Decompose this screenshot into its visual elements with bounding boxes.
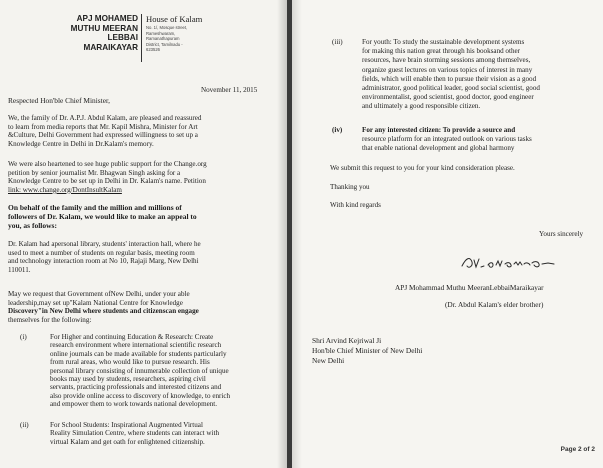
page-number: Page 2 of 2 bbox=[560, 446, 595, 453]
text-line: servants, practicing professionals and interested citizens and bbox=[50, 383, 222, 392]
text-line: followers of Dr. Kalam, we would like to make an appeal to bbox=[8, 212, 197, 221]
text-line: 110011. bbox=[8, 265, 31, 274]
text-line: On behalf of the family and the million and millions of bbox=[8, 203, 182, 212]
letterhead-address: No. 1/, Mosque street, Rameshwaram, Ramanathapuram District, Tamilnadu - 623526 bbox=[146, 25, 188, 53]
text-line: environmentalist, good scientist, good doctor, good engineer bbox=[362, 93, 534, 102]
letterhead-name-line: MUTHU MEERAN bbox=[70, 23, 138, 33]
letter-date: November 11, 2015 bbox=[201, 86, 258, 94]
list-marker: (ii) bbox=[20, 421, 29, 429]
yours-sincerely: Yours sincerely bbox=[539, 230, 584, 238]
text-line: that enable national development and global harmony bbox=[362, 144, 515, 153]
text-line: virtual Kalam and get oath for enlightened citizenship. bbox=[50, 437, 205, 446]
text-line: to learn from media reports that Mr. Kapil Mishra, Minister for Art bbox=[8, 122, 198, 131]
text-line: from rural areas, who would like to pursue research. His bbox=[50, 358, 210, 367]
text-line: leadership,may set up"Kalam National Centre for Knowledge bbox=[8, 298, 183, 307]
regards-line: With kind regards bbox=[330, 201, 381, 209]
text-line: for making this nation great through his booksand other bbox=[362, 47, 521, 56]
salutation: Respected Hon'ble Chief Minister, bbox=[8, 96, 111, 105]
list-marker: (i) bbox=[20, 333, 27, 341]
addressee-line: Hon'ble Chief Minister of New Delhi bbox=[312, 346, 423, 355]
signer-name: APJ Mohammad Muthu MeeranLebbaiMaraikayar bbox=[395, 283, 544, 292]
text-line: Dr. Kalam had apersonal library, students' interaction hall, where he bbox=[8, 240, 201, 248]
letterhead-house: House of Kalam bbox=[146, 14, 203, 24]
text-line: you, as follows: bbox=[8, 221, 57, 230]
letter-page-1 bbox=[0, 0, 287, 468]
letterhead-name-line: MARAIKAYAR bbox=[83, 42, 138, 52]
text-line: and empower them to work towards national development. bbox=[50, 400, 218, 409]
text-line: May we request that Government ofNew Delhi, under your able bbox=[8, 290, 190, 298]
submit-line: We submit this request to you for your kind consideration please. bbox=[330, 164, 515, 172]
letter-page-2 bbox=[292, 0, 603, 468]
text-line: and technology interaction room at No 10, Rajaji Marg, New Delhi bbox=[8, 257, 199, 266]
text-line: also provide online access to discovery of knowledge, to enrich bbox=[50, 391, 231, 400]
text-line: For any interested citizen: To provide a source and bbox=[362, 126, 516, 134]
letterhead-divider bbox=[141, 14, 142, 62]
addressee-line: New Delhi bbox=[312, 356, 345, 365]
page-fold-shadow bbox=[277, 0, 287, 468]
text-line: petition by senior journalist Mr. Bhagwan Singh asking for a bbox=[8, 168, 181, 177]
text-line: Knowledge Centre in Delhi in Dr.Kalam's memory. bbox=[8, 139, 154, 148]
text-line: We were also heartened to see huge public support for the Change.org bbox=[8, 160, 207, 168]
text-line: &Culture, Delhi Government had expressed willingness to set up a bbox=[8, 131, 198, 140]
text-line: Reality Simulation Centre, where students can interact with bbox=[50, 429, 220, 438]
text-line: used to meet a number of students on regular basis, meeting room bbox=[8, 248, 195, 257]
text-line: Knowledge Centre to be set up in Delhi in Dr. Kalam's name. Petition bbox=[8, 177, 206, 186]
text-line: personal library consisting of innumerable collection of unique bbox=[50, 366, 229, 375]
letterhead-name-line: LEBBAI bbox=[107, 33, 138, 43]
letterhead-name-line: APJ MOHAMED bbox=[76, 14, 138, 23]
petition-link: link: www.change.org/DontInsultKalam bbox=[8, 185, 122, 194]
text-line: themselves for the following: bbox=[8, 315, 92, 324]
text-line: For Higher and continuing Education & Research: Create bbox=[50, 333, 214, 341]
text-line: organize guest lectures on various topics of interest in many bbox=[362, 65, 533, 74]
text-line: For School Students: Inspirational Augmented Virtual bbox=[50, 421, 203, 429]
text-line: resources, have brain storming sessions among themselves, bbox=[362, 56, 531, 65]
text-line: Discovery"in New Delhi where students and citizenscan engage bbox=[8, 307, 199, 316]
list-marker: (iii) bbox=[332, 38, 343, 46]
thanking-line: Thanking you bbox=[330, 183, 370, 191]
list-marker: (iv) bbox=[332, 126, 343, 134]
text-line: For youth: To study the sustainable development systems bbox=[362, 38, 525, 46]
text-line: We, the family of Dr. A.P.J. Abdul Kalam, are pleased and reassured bbox=[8, 114, 202, 122]
addressee-line: Shri Arvind Kejriwal Ji bbox=[312, 336, 382, 345]
text-line: resource platform for an integrated outlook on various tasks bbox=[362, 135, 532, 144]
handwritten-signature bbox=[460, 252, 560, 274]
text-line: research environment where international scientific research bbox=[50, 341, 222, 350]
text-line: books may used by students, researchers, aspiring civil bbox=[50, 375, 206, 383]
letterhead-name bbox=[71, 14, 138, 52]
page-fold-shadow bbox=[292, 0, 302, 468]
text-line: online journals can be made available for students particularly bbox=[50, 349, 227, 358]
text-line: administrator, good political leader, good social scientist, good bbox=[362, 84, 540, 92]
text-line: and ultimately a good responsible citizen. bbox=[362, 102, 481, 111]
text-line: fields, which will enable then to pursue their vision as a good bbox=[362, 74, 537, 83]
signer-role: (Dr. Abdul Kalam's elder brother) bbox=[445, 300, 544, 309]
